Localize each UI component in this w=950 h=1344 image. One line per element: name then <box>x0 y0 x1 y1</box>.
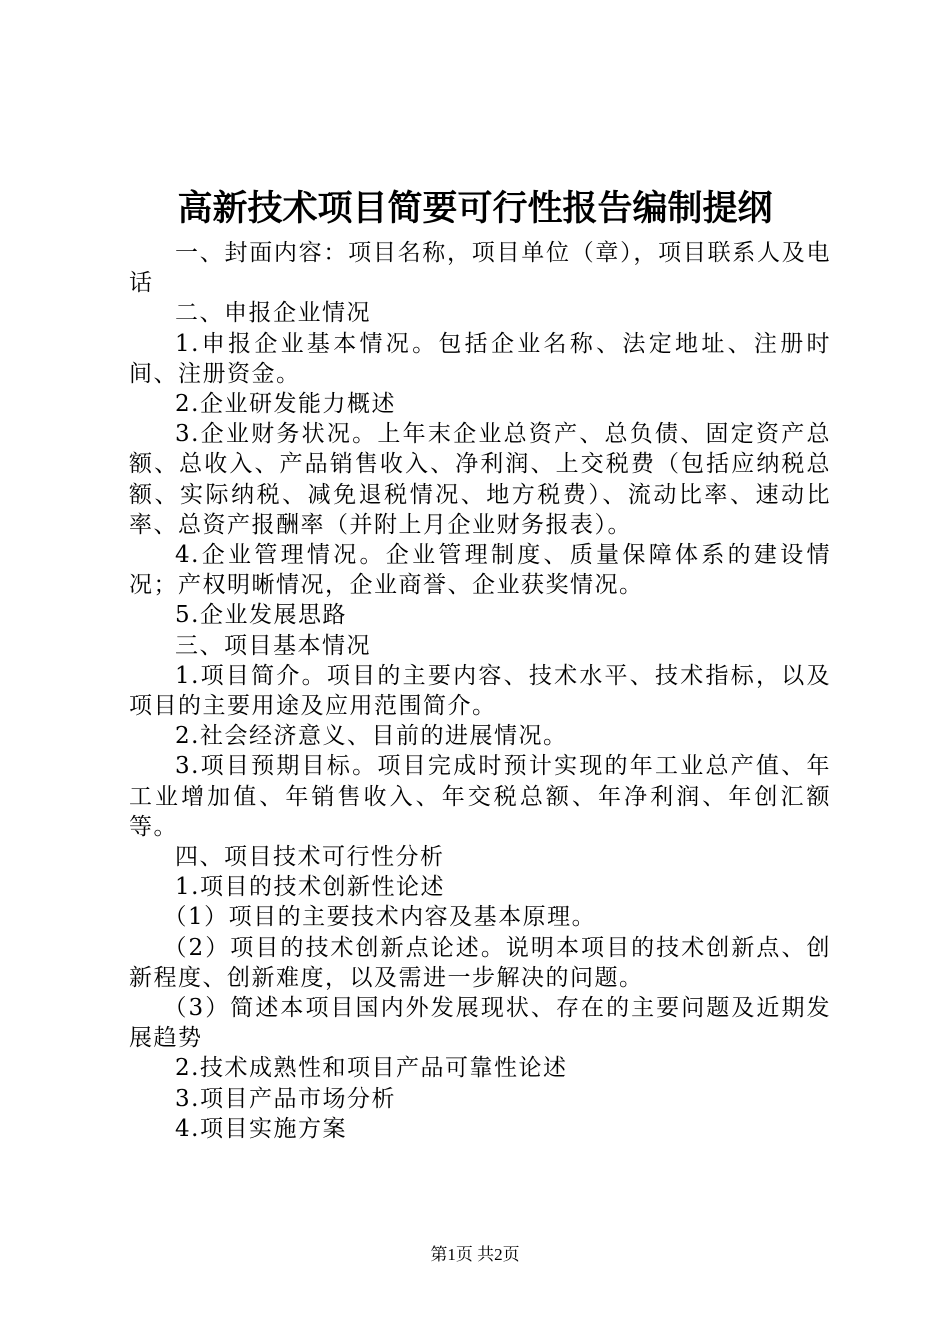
paragraph-4-2: 2.技术成熟性和项目产品可靠性论述 <box>175 1055 568 1082</box>
paragraph-2-4: 4.企业管理情况。企业管理制度、质量保障体系的建设情况；产权明晰情况，企业商誉、企业获奖情况。 <box>129 542 831 599</box>
paragraph-3-3: 3.项目预期目标。项目完成时预计实现的年工业总产值、年工业增加值、年销售收入、年交税总额、年净利润、年创汇额等。 <box>129 753 831 840</box>
paragraph-4-3: 3.项目产品市场分析 <box>175 1085 396 1112</box>
page-footer: 第1页 共2页 <box>430 1245 520 1264</box>
paragraph-cover: 一、封面内容：项目名称，项目单位（章），项目联系人及电话 <box>129 240 831 297</box>
paragraph-3-2: 2.社会经济意义、目前的进展情况。 <box>175 723 568 750</box>
paragraph-4-1-1: （1）项目的主要技术内容及基本原理。 <box>163 904 597 931</box>
document-body <box>129 238 831 1144</box>
paragraph-2-5: 5.企业发展思路 <box>175 602 347 629</box>
heading-section-3: 三、项目基本情况 <box>175 632 371 659</box>
paragraph-2-1: 1.申报企业基本情况。包括企业名称、法定地址、注册时间、注册资金。 <box>129 330 831 387</box>
heading-section-2: 二、申报企业情况 <box>175 300 371 327</box>
paragraph-4-4: 4.项目实施方案 <box>175 1115 347 1142</box>
heading-section-4: 四、项目技术可行性分析 <box>175 844 445 871</box>
document-title: 高新技术项目简要可行性报告编制提纲 <box>177 188 773 229</box>
paragraph-2-3: 3.企业财务状况。上年末企业总资产、总负债、固定资产总额、总收入、产品销售收入、净利润、上交税费（包括应纳税总额、实际纳税、减免退税情况、地方税费）、流动比率、速动比率、总资产报酬率（并附上月企业财务报表）。 <box>129 421 831 538</box>
paragraph-4-1: 1.项目的技术创新性论述 <box>175 874 445 901</box>
paragraph-4-1-3: （3）简述本项目国内外发展现状、存在的主要问题及近期发展趋势 <box>129 995 831 1052</box>
paragraph-3-1: 1.项目简介。项目的主要内容、技术水平、技术指标，以及项目的主要用途及应用范围简介。 <box>129 662 831 720</box>
paragraph-4-1-2: （2）项目的技术创新点论述。说明本项目的技术创新点、创新程度、创新难度，以及需进一步解决的问题。 <box>129 934 831 991</box>
paragraph-2-2: 2.企业研发能力概述 <box>175 391 396 418</box>
